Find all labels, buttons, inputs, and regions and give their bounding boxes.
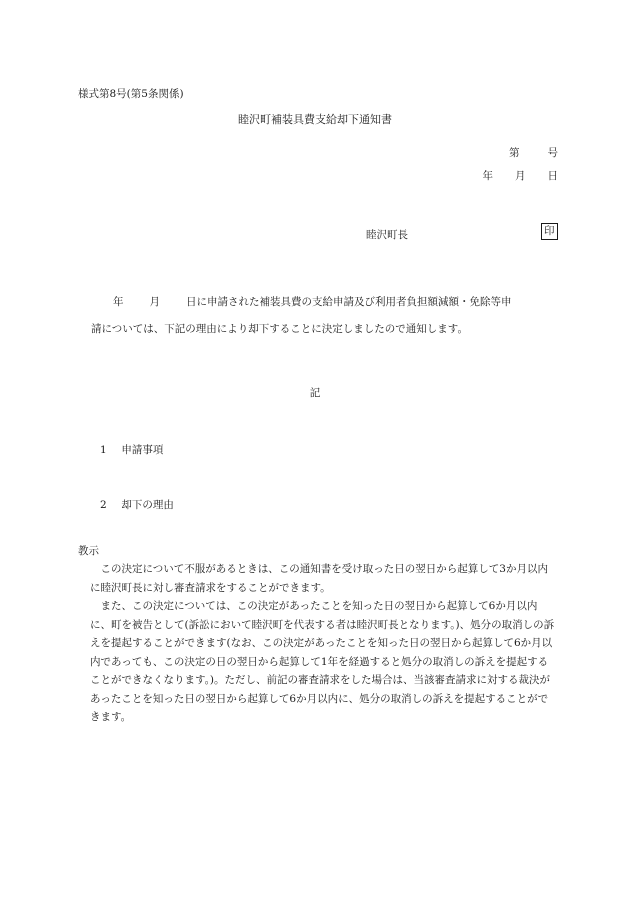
body-year: 年 [113,296,124,308]
document-title: 睦沢町補装具費支給却下通知書 [238,113,392,126]
item-rejection-reason [100,497,174,512]
seal-mark: 印 [541,223,558,240]
number-suffix: 号 [547,147,558,159]
issuer-name: 睦沢町長 [366,229,408,241]
body-line-2: 請については、下記の理由により却下することに決定しましたので通知します。 [91,323,468,335]
form-id: 様式第8号(第5条関係) [78,88,184,100]
body-text-1: 日に申請された補装具費の支給申請及び利用者負担額減額・免除等申 [186,296,512,308]
item-label: 申請事項 [121,444,164,456]
instruction-paragraph: この決定について不服があるときは、この通知書を受け取った日の翌日から起算して3か月以内に睦沢町長に対し審査請求をすることができます。 [90,563,548,594]
instruction-paragraph: また、この決定については、この決定があったことを知った日の翌日から起算して6か月以内に、町を被告として(訴訟において睦沢町を代表する者は睦沢町長となります。)、処分の取消しの訴えを提起することができます(なお、この決定があったことを知った日の翌日から起算して6か月以内であっても、この決定の日の翌日から起算して1年を経過すると処分の取消しの訴えを提起することができなくなります。)。ただし、前記の審査請求をした場合は、当該審査請求に対する裁決があったことを知った日の翌日から起算して6か月以内に、処分の取消しの訴えを提起することができます。 [90,600,555,723]
body-line-1 [113,294,512,309]
ki-heading: 記 [309,387,321,399]
date-year: 年 [482,170,493,182]
item-label: 却下の理由 [121,499,174,511]
document-number [509,145,558,160]
item-number: 1 [100,444,107,456]
date-day: 日 [547,170,558,182]
number-prefix: 第 [509,147,520,159]
date-month: 月 [515,170,526,182]
instruction-label: 教示 [78,545,99,557]
body-month: 月 [149,296,160,308]
document-date [483,168,559,183]
item-application [100,442,163,457]
instruction-text [90,560,558,727]
item-number: 2 [100,499,107,511]
